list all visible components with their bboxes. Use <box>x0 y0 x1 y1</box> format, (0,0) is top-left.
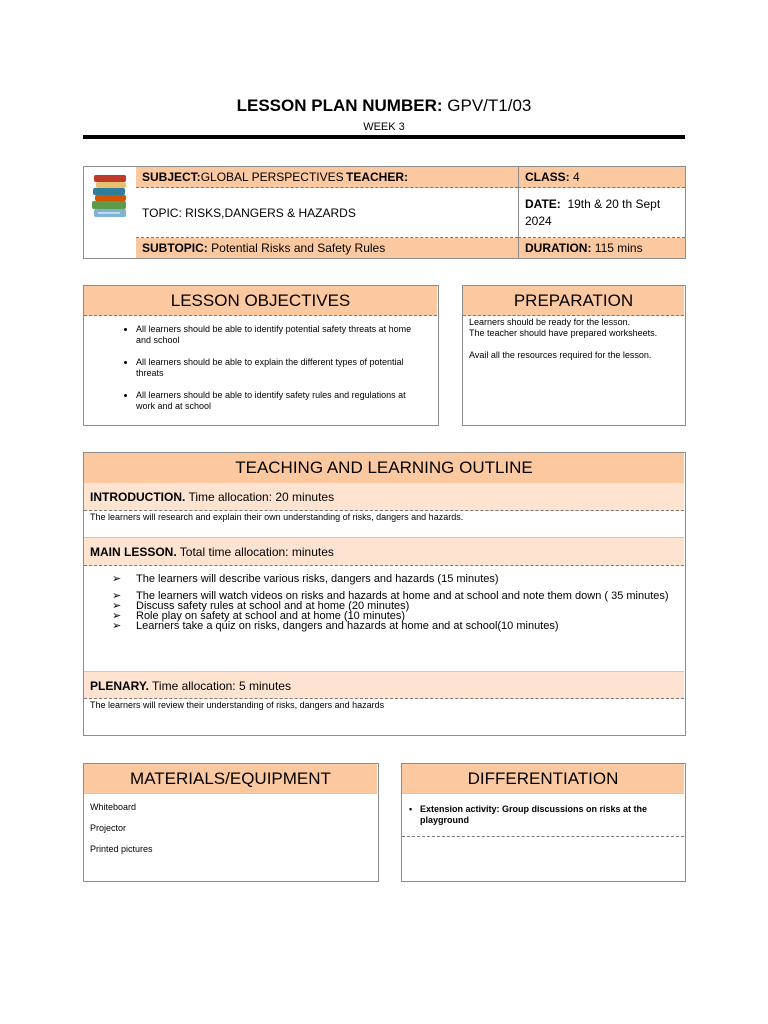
main-lesson-list <box>112 574 672 631</box>
objective-item: • All learners should be able to identify safety rules and regulations at work and at school <box>136 390 424 412</box>
materials-box <box>83 763 379 882</box>
week-label: WEEK 3 <box>363 121 405 133</box>
date-year: 2024 <box>525 214 552 228</box>
preparation-line: Avail all the resources required for the lesson. <box>469 350 652 360</box>
objective-item: • All learners should be able to explain the different types of potential threats <box>136 357 424 379</box>
duration-cell <box>518 238 685 258</box>
arrow-bullet-icon: ➢ <box>112 620 122 632</box>
main-lesson-item: ➢ Discuss safety rules at school and at home (20 minutes) <box>112 600 410 612</box>
info-table <box>83 166 686 259</box>
subject-row <box>136 167 518 188</box>
outline-heading: TEACHING AND LEARNING OUTLINE <box>84 453 684 484</box>
bullet-icon: • <box>409 804 413 814</box>
title-value: GPV/T1/03 <box>447 96 532 115</box>
teacher-label: TEACHER: <box>346 170 408 184</box>
arrow-bullet-icon: ➢ <box>112 610 122 622</box>
arrow-bullet-icon: ➢ <box>112 600 122 612</box>
class-cell <box>518 167 685 188</box>
objectives-heading: LESSON OBJECTIVES <box>84 286 437 316</box>
main-lesson-label: MAIN LESSON. <box>90 545 177 559</box>
introduction-time: Time allocation: 20 minutes <box>188 490 335 504</box>
objectives-box <box>83 285 439 426</box>
topic-cell <box>136 188 518 238</box>
subtopic-cell <box>136 238 518 258</box>
differentiation-heading: DIFFERENTIATION <box>402 764 684 794</box>
introduction-header <box>84 483 684 511</box>
outline-box <box>83 452 686 736</box>
objective-item: • All learners should be able to identify potential safety threats at home and school <box>136 324 424 346</box>
differentiation-box <box>401 763 686 882</box>
preparation-box <box>462 285 686 426</box>
plenary-header <box>84 671 684 699</box>
class-label: CLASS: <box>525 170 570 184</box>
main-lesson-item: ➢ Learners take a quiz on risks, dangers and hazards at home and at school(10 minutes) <box>112 620 559 632</box>
date-value: 19th & 20 th Sept <box>567 197 661 211</box>
objectives-list <box>84 324 424 412</box>
differentiation-item: • Extension activity: Group discussions on risks at the playground <box>409 804 648 825</box>
materials-item: Whiteboard <box>90 802 137 812</box>
date-label: DATE: <box>525 197 561 211</box>
subtopic-value: Potential Risks and Safety Rules <box>211 241 386 255</box>
preparation-heading: PREPARATION <box>463 286 684 316</box>
title-label: LESSON PLAN NUMBER: <box>236 96 443 115</box>
subject-value: GLOBAL PERSPECTIVES <box>200 170 344 184</box>
main-lesson-item: ➢ The learners will describe various risks, dangers and hazards (15 minutes) <box>112 573 499 585</box>
subtopic-label: SUBTOPIC: <box>142 241 208 255</box>
materials-item: Printed pictures <box>90 844 153 854</box>
main-lesson-item: ➢ Role play on safety at school and at home (10 minutes) <box>112 610 406 622</box>
main-lesson-item: ➢ The learners will watch videos on risks and hazards at home and at school and note them down ( 35 minutes) <box>112 590 669 602</box>
arrow-bullet-icon: ➢ <box>112 573 122 585</box>
plenary-time: Time allocation: 5 minutes <box>152 679 291 693</box>
page-title <box>0 96 768 116</box>
class-value: 4 <box>573 170 580 184</box>
preparation-text <box>469 317 679 361</box>
subject-label: SUBJECT: <box>142 170 201 184</box>
title-rule <box>83 135 685 139</box>
materials-item: Projector <box>90 823 127 833</box>
plenary-text: The learners will review their understanding of risks, dangers and hazards <box>90 700 385 710</box>
preparation-line: Learners should be ready for the lesson. <box>469 317 631 327</box>
book-stack-icon <box>90 171 130 221</box>
materials-heading: MATERIALS/EQUIPMENT <box>84 764 377 794</box>
arrow-bullet-icon: ➢ <box>112 590 122 602</box>
introduction-text: The learners will research and explain their own understanding of risks, dangers and hazards. <box>90 512 464 522</box>
topic-text: TOPIC: RISKS,DANGERS & HAZARDS <box>142 206 356 220</box>
date-cell <box>518 188 685 238</box>
preparation-line: The teacher should have prepared worksheets. <box>469 328 658 338</box>
duration-label: DURATION: <box>525 241 592 255</box>
main-lesson-header <box>84 537 684 566</box>
plenary-label: PLENARY. <box>90 679 149 693</box>
introduction-label: INTRODUCTION. <box>90 490 186 504</box>
main-lesson-time: Total time allocation: minutes <box>179 545 334 559</box>
duration-value: 115 mins <box>594 241 643 255</box>
